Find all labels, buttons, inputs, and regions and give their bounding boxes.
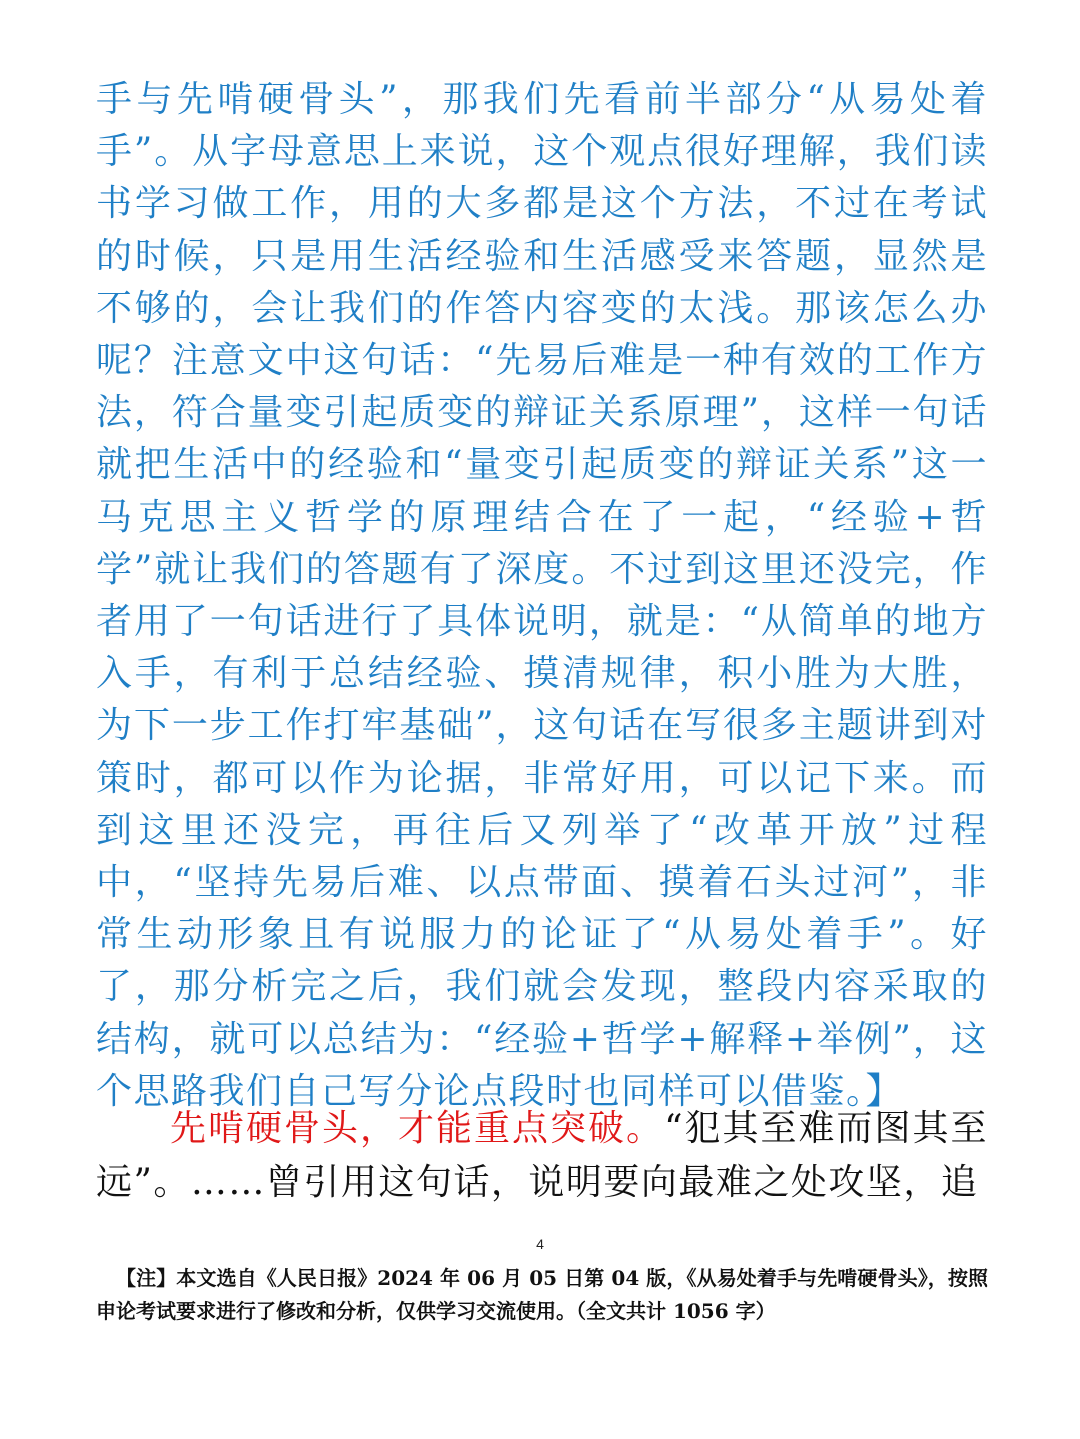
source-footnote: 【注】本文选自《人民日报》2024 年 06 月 05 日第 04 版，《从易处着手与先啃硬骨头》，按照申论考试要求进行了修改和分析，仅供学习交流使用。（全文共计 1056 字） bbox=[96, 1266, 988, 1323]
page-number: 4 bbox=[536, 1236, 544, 1252]
key-point-heading: 先啃硬骨头，才能重点突破。 bbox=[170, 1108, 665, 1149]
article-paragraph bbox=[96, 1102, 988, 1210]
analysis-paragraph: 手与先啃硬骨头”，那我们先看前半部分“从易处着手”。从字母意思上来说，这个观点很好理解，我们读书学习做工作，用的大多都是这个方法，不过在考试的时候，只是用生活经验和生活感受来答题，显然是不够的，会让我们的作答内容变的太浅。那该怎么办呢？注意文中这句话：“先易后难是一种有效的工作方法，符合量变引起质变的辩证关系原理”，这样一句话就把生活中的经验和“量变引起质变的辩证关系”这一马克思主义哲学的原理结合在了一起，“经验+哲学”就让我们的答题有了深度。不过到这里还没完，作者用了一句话进行了具体说明，就是：“从简单的地方入手，有利于总结经验、摸清规律，积小胜为大胜，为下一步工作打牢基础”，这句话在写很多主题讲到对策时，都可以作为论据，非常好用，可以记下来。而到这里还没完，再往后又列举了“改革开放”过程中，“坚持先易后难、以点带面、摸着石头过河”，非常生动形象且有说服力的论证了“从易处着手”。好了，那分析完之后，我们就会发现，整段内容采取的结构，就可以总结为：“经验+哲学+解释+举例”，这个思路我们自己写分论点段时也同样可以借鉴。】 bbox=[96, 79, 988, 1112]
article-paragraph-text: “犯其至难而图其至远”。……曾引用这句话，说明要向最难之处攻坚，追 bbox=[96, 1108, 988, 1203]
